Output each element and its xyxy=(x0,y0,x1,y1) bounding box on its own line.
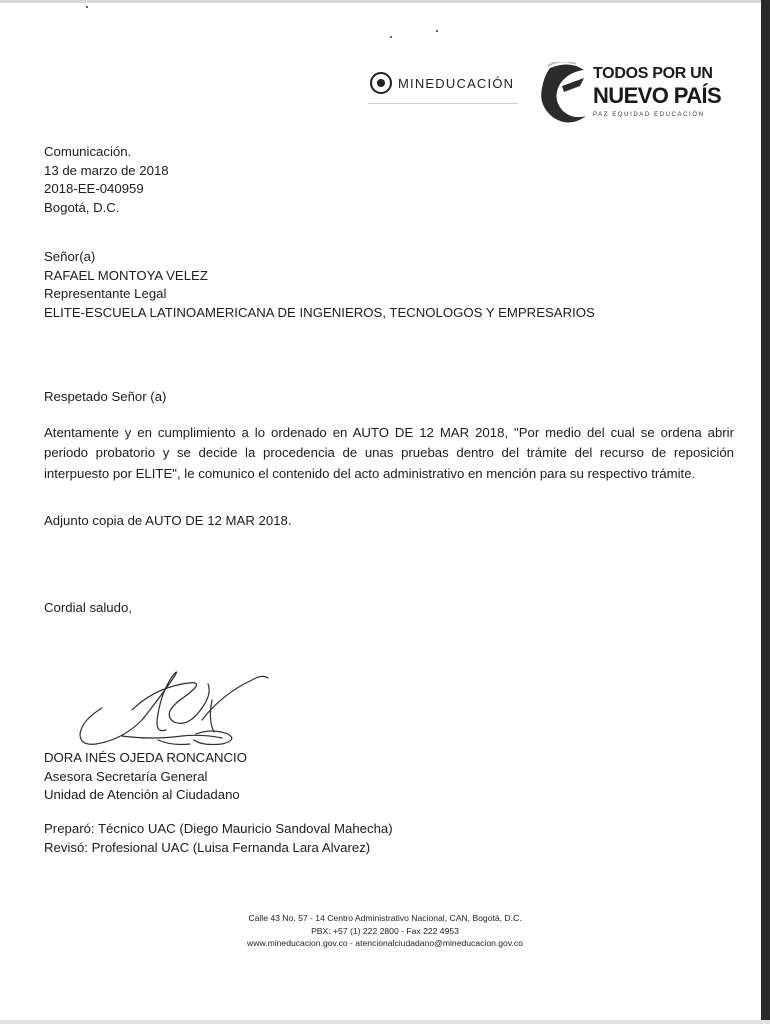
scan-edge-bottom xyxy=(0,1020,770,1024)
communication-type: Comunicación. xyxy=(44,144,132,159)
closing: Cordial saludo, xyxy=(44,600,132,615)
reviewed-by: Revisó: Profesional UAC (Luisa Fernanda Lara Alvarez) xyxy=(44,839,371,855)
reference-number: 2018-EE-040959 xyxy=(44,181,144,196)
footer-contact: www.mineducacion.gov.co - atencionalciudadano@mineducacion.gov.co xyxy=(247,938,523,948)
scan-edge-right xyxy=(761,0,770,1024)
page-footer xyxy=(0,912,770,950)
footer-phone: PBX: +57 (1) 222 2800 - Fax 222 4953 xyxy=(311,925,459,936)
recipient-salutation: Señor(a) xyxy=(44,249,96,264)
prepared-by: Preparó: Técnico UAC (Diego Mauricio Sandoval Mahecha) xyxy=(44,821,393,836)
letter-body: Atentamente y en cumplimiento a lo ordenado en AUTO DE 12 MAR 2018, "Por medio del cual se ordena abrir periodo probatorio y se decide la procedencia de unas pruebas dentro del trámite del recurso de reposición interpuesto por ELITE", le comunico el contenido del acto administrativo en mención para su respectivo trámite. xyxy=(44,425,734,481)
signatory-name: DORA INÉS OJEDA RONCANCIO xyxy=(44,750,247,765)
scan-speck xyxy=(390,36,392,38)
recipient-role: Representante Legal xyxy=(44,286,167,301)
slogan-tagline: PAZ EQUIDAD EDUCACIÓN xyxy=(593,112,705,118)
letter-date: 13 de marzo de 2018 xyxy=(44,162,169,178)
slogan-line2: NUEVO PAÍS xyxy=(593,83,722,108)
letter-city: Bogotá, D.C. xyxy=(44,199,120,215)
signatory-title: Asesora Secretaría General xyxy=(44,768,208,784)
government-slogan-logo xyxy=(540,50,720,130)
scan-edge-top xyxy=(0,0,770,3)
nuevo-pais-swoosh-icon xyxy=(540,62,592,124)
recipient-block xyxy=(44,248,595,322)
scan-speck xyxy=(436,30,438,32)
scan-speck xyxy=(86,6,88,8)
attachment-note: Adjunto copia de AUTO DE 12 MAR 2018. xyxy=(44,513,292,528)
recipient-name: RAFAEL MONTOYA VELEZ xyxy=(44,267,208,283)
footer-address: Calle 43 No. 57 - 14 Centro Administrativo Nacional, CAN, Bogotá, D.C. xyxy=(248,913,522,923)
logo-divider xyxy=(368,103,518,104)
recipient-organization: ELITE-ESCUELA LATINOAMERICANA DE INGENIEROS, TECNOLOGOS Y EMPRESARIOS xyxy=(44,304,595,320)
slogan-line1: TODOS POR UN xyxy=(593,65,713,82)
reference-block xyxy=(44,143,169,217)
credits-block xyxy=(44,820,393,857)
coat-of-arms-icon xyxy=(370,72,392,94)
greeting: Respetado Señor (a) xyxy=(44,389,167,404)
ministry-logo xyxy=(370,72,514,94)
handwritten-signature xyxy=(62,660,282,755)
signatory-unit: Unidad de Atención al Ciudadano xyxy=(44,787,240,802)
ministry-logo-text: MINEDUCACIÓN xyxy=(398,75,515,91)
signatory-block xyxy=(44,749,247,805)
